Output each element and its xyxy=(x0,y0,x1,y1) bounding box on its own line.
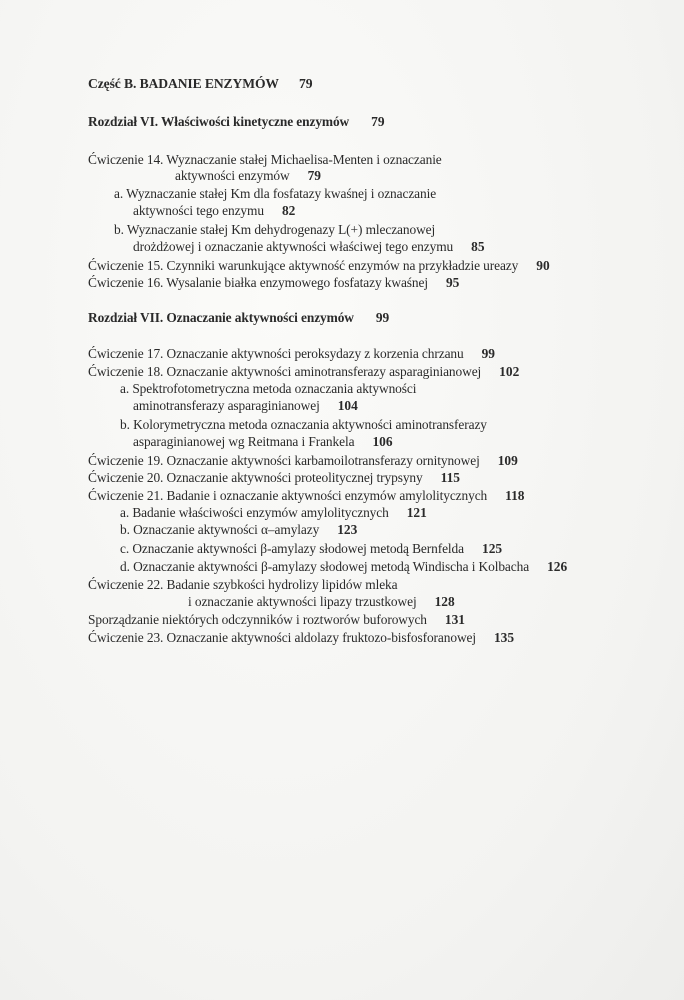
toc-subentry: a. Badanie właściwości enzymów amylolitycznych 121 xyxy=(120,505,427,520)
toc-subentry: c. Oznaczanie aktywności β-amylazy słodowej metodą Bernfelda 125 xyxy=(120,541,503,556)
toc-entry: i oznaczanie aktywności lipazy trzustkowej 128 xyxy=(188,594,455,609)
toc-entry: Ćwiczenie 17. Oznaczanie aktywności peroksydazy z korzenia chrzanu 99 xyxy=(88,346,495,361)
toc-entry: Ćwiczenie 22. Badanie szybkości hydrolizy lipidów mleka xyxy=(88,577,398,592)
toc-part-heading xyxy=(88,76,313,92)
toc-entry: Ćwiczenie 16. Wysalanie białka enzymowego fosfatazy kwaśnej 95 xyxy=(88,275,460,290)
toc-entry: Ćwiczenie 19. Oznaczanie aktywności karbamoilotransferazy ornitynowej 109 xyxy=(88,453,518,468)
toc-subentry: asparaginianowej wg Reitmana i Frankela 106 xyxy=(133,434,393,449)
toc-subentry: d. Oznaczanie aktywności β-amylazy słodowej metodą Windischa i Kolbacha 126 xyxy=(120,559,568,574)
toc-chapter-title: Rozdział VII. Oznaczanie aktywności enzymów xyxy=(88,310,354,325)
toc-chapter-heading xyxy=(88,310,389,326)
toc-entry: Ćwiczenie 15. Czynniki warunkujące aktywność enzymów na przykładzie ureazy 90 xyxy=(88,258,550,273)
toc-part-page: 79 xyxy=(298,76,313,91)
toc-entry: aktywności enzymów 79 xyxy=(175,168,321,183)
toc-part-title: Część B. BADANIE ENZYMÓW xyxy=(88,76,279,91)
toc-subentry: b. Kolorymetryczna metoda oznaczania aktywności aminotransferazy xyxy=(120,417,487,432)
toc-entry: Ćwiczenie 14. Wyznaczanie stałej Michaelisa-Menten i oznaczanie xyxy=(88,152,442,167)
toc-subentry: b. Oznaczanie aktywności α–amylazy 123 xyxy=(120,522,358,537)
toc-subentry: aminotransferazy asparaginianowej 104 xyxy=(133,398,358,413)
toc-subentry: a. Spektrofotometryczna metoda oznaczania aktywności xyxy=(120,381,417,396)
toc-entry: Ćwiczenie 23. Oznaczanie aktywności aldolazy fruktozo-bisfosforanowej 135 xyxy=(88,630,515,645)
toc-entry: Ćwiczenie 20. Oznaczanie aktywności proteolitycznej trypsyny 115 xyxy=(88,470,460,485)
toc-chapter-heading xyxy=(88,114,385,130)
toc-entry: Sporządzanie niektórych odczynników i roztworów buforowych 131 xyxy=(88,612,465,627)
toc-subentry: aktywności tego enzymu 82 xyxy=(133,203,296,218)
toc-chapter-title: Rozdział VI. Właściwości kinetyczne enzymów xyxy=(88,114,350,129)
toc-chapter-page: 99 xyxy=(375,310,390,325)
toc-entry: Ćwiczenie 18. Oznaczanie aktywności aminotransferazy asparaginianowej 102 xyxy=(88,364,520,379)
toc-subentry: drożdżowej i oznaczanie aktywności właściwej tego enzymu 85 xyxy=(133,239,485,254)
toc-subentry: a. Wyznaczanie stałej Km dla fosfatazy kwaśnej i oznaczanie xyxy=(114,186,437,201)
toc-entry: Ćwiczenie 21. Badanie i oznaczanie aktywności enzymów amylolitycznych 118 xyxy=(88,488,525,503)
toc-chapter-page: 79 xyxy=(371,114,385,129)
toc-subentry: b. Wyznaczanie stałej Km dehydrogenazy L(+) mleczanowej xyxy=(114,222,436,237)
